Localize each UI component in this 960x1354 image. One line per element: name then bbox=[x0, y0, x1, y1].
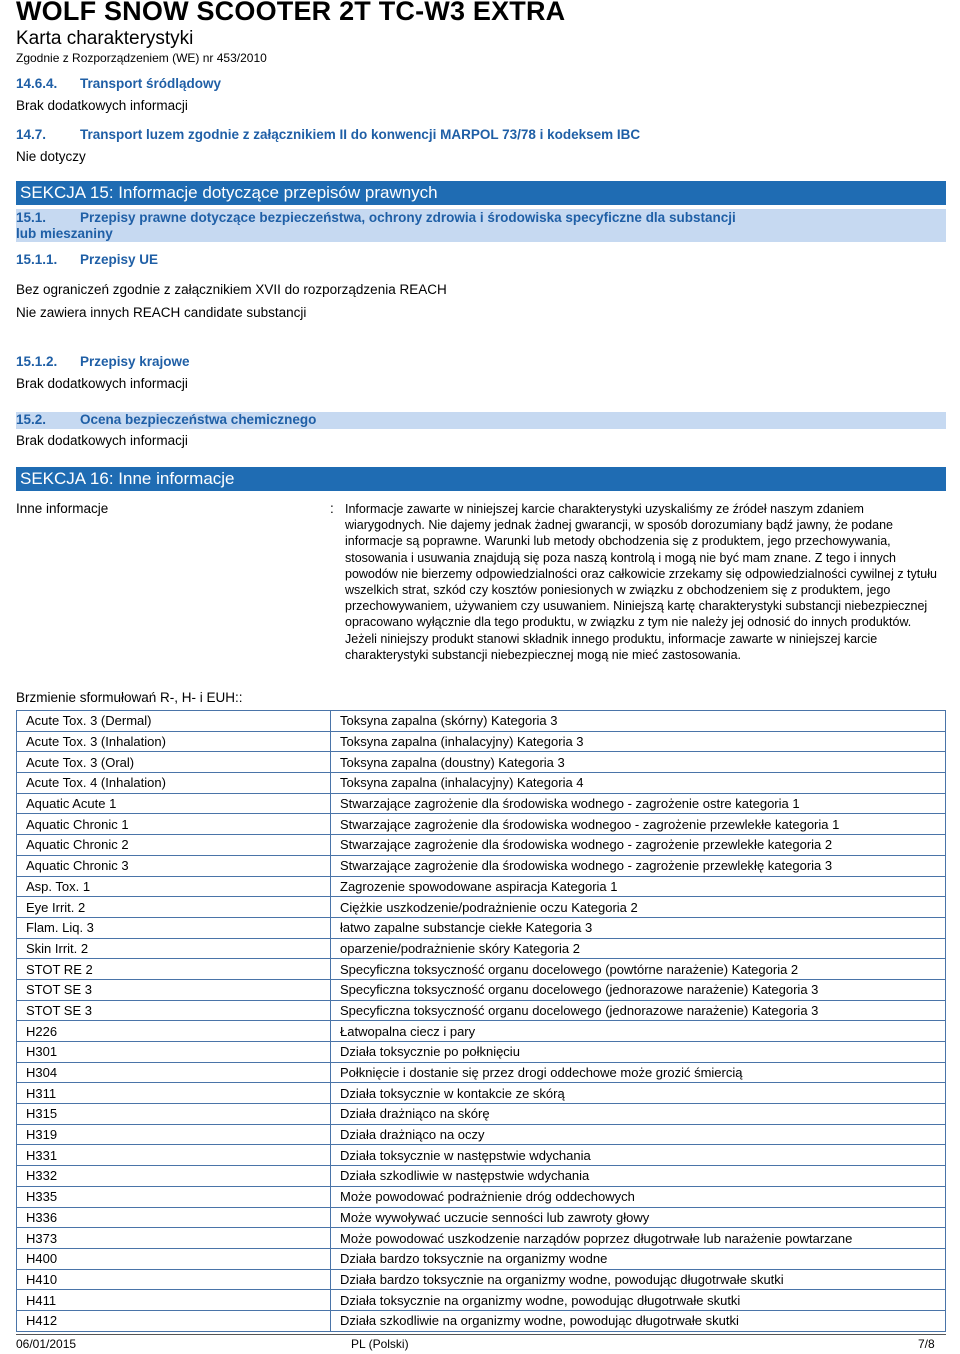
subsection-number: 14.7. bbox=[16, 127, 47, 142]
hazard-description-cell: Łatwopalna ciecz i pary bbox=[331, 1021, 946, 1042]
phrases-label: Brzmienie sformułowań R-, H- i EUH:: bbox=[16, 690, 243, 705]
hazard-description-cell: Działa toksycznie po połknięciu bbox=[331, 1042, 946, 1063]
hazard-code-cell: H410 bbox=[17, 1269, 331, 1290]
hazard-description-cell: Może wywoływać uczucie senności lub zawroty głowy bbox=[331, 1207, 946, 1228]
hazard-code-cell: H411 bbox=[17, 1290, 331, 1311]
regulation-note: Zgodnie z Rozporządzeniem (WE) nr 453/2010 bbox=[16, 51, 267, 65]
subsection-title: Ocena bezpieczeństwa chemicznego bbox=[80, 412, 317, 427]
section-16-heading: SEKCJA 16: Inne informacje bbox=[16, 467, 946, 491]
table-row bbox=[17, 1166, 946, 1187]
hazard-description-cell: Działa szkodliwie w następstwie wdychania bbox=[331, 1166, 946, 1187]
table-row bbox=[17, 876, 946, 897]
footer-page-number: 7/8 bbox=[918, 1337, 935, 1351]
table-row bbox=[17, 1124, 946, 1145]
table-row bbox=[17, 855, 946, 876]
table-row bbox=[17, 1207, 946, 1228]
hazard-code-cell: Aquatic Chronic 3 bbox=[17, 855, 331, 876]
footer-divider bbox=[16, 1334, 946, 1335]
hazard-description-cell: oparzenie/podrażnienie skóry Kategoria 2 bbox=[331, 938, 946, 959]
hazard-code-cell: Acute Tox. 4 (Inhalation) bbox=[17, 773, 331, 794]
hazard-description-cell: Działa bardzo toksycznie na organizmy wodne bbox=[331, 1248, 946, 1269]
subsection-15-1-title-line1 bbox=[16, 209, 946, 226]
hazard-description-cell: Działa szkodliwie na organizmy wodne, powodując długotrwałe skutki bbox=[331, 1310, 946, 1331]
hazard-code-cell: Flam. Liq. 3 bbox=[17, 917, 331, 938]
hazard-code-cell: Skin Irrit. 2 bbox=[17, 938, 331, 959]
subsection-15-2-heading bbox=[16, 412, 946, 429]
table-row bbox=[17, 959, 946, 980]
hazard-description-cell: Stwarzające zagrożenie dla środowiska wodnego - zagrożenie ostre kategoria 1 bbox=[331, 793, 946, 814]
table-row bbox=[17, 1083, 946, 1104]
hazard-code-cell: H301 bbox=[17, 1042, 331, 1063]
subsection-15-1-title-line2: lub mieszaniny bbox=[16, 226, 113, 241]
hazard-code-cell: Aquatic Chronic 2 bbox=[17, 835, 331, 856]
table-row bbox=[17, 731, 946, 752]
table-row bbox=[17, 1104, 946, 1125]
footer-date: 06/01/2015 bbox=[16, 1337, 77, 1351]
hazard-code-cell: H336 bbox=[17, 1207, 331, 1228]
table-row bbox=[17, 897, 946, 918]
hazard-description-cell: Działa toksycznie na organizmy wodne, powodując długotrwałe skutki bbox=[331, 1290, 946, 1311]
subsection-number: 15.1.2. bbox=[16, 354, 58, 369]
table-row bbox=[17, 1145, 946, 1166]
table-row bbox=[17, 1290, 946, 1311]
hazard-code-cell: H332 bbox=[17, 1166, 331, 1187]
footer-language: PL (Polski) bbox=[351, 1337, 409, 1351]
table-row bbox=[17, 1248, 946, 1269]
table-row bbox=[17, 773, 946, 794]
subsection-number: 14.6.4. bbox=[16, 76, 58, 91]
hazard-code-cell: H412 bbox=[17, 1310, 331, 1331]
table-row bbox=[17, 1228, 946, 1249]
hazard-code-cell: Eye Irrit. 2 bbox=[17, 897, 331, 918]
subsection-title: Przepisy krajowe bbox=[80, 354, 190, 369]
document-title: WOLF SNOW SCOOTER 2T TC-W3 EXTRA bbox=[16, 0, 566, 26]
subsection-title: Transport luzem zgodnie z załącznikiem II do konwencji MARPOL 73/78 i kodeksem IBC bbox=[80, 127, 641, 142]
hazard-code-cell: Acute Tox. 3 (Oral) bbox=[17, 752, 331, 773]
table-row bbox=[17, 1042, 946, 1063]
hazard-code-cell: H304 bbox=[17, 1062, 331, 1083]
subsection-15-1-1-heading bbox=[16, 252, 158, 267]
table-row bbox=[17, 752, 946, 773]
table-row bbox=[17, 793, 946, 814]
subsection-14-7-text: Nie dotyczy bbox=[16, 149, 86, 164]
subsection-number: 15.1.1. bbox=[16, 252, 58, 267]
subsection-15-1-1-text-1: Bez ograniczeń zgodnie z załącznikiem XVII do rozporządzenia REACH bbox=[16, 282, 447, 297]
table-row bbox=[17, 1186, 946, 1207]
table-row bbox=[17, 1021, 946, 1042]
hazard-code-cell: Aquatic Acute 1 bbox=[17, 793, 331, 814]
hazard-description-cell: Toksyna zapalna (inhalacyjny) Kategoria 3 bbox=[331, 731, 946, 752]
hazard-description-cell: Toksyna zapalna (inhalacyjny) Kategoria 4 bbox=[331, 773, 946, 794]
hazard-description-cell: Działa bardzo toksycznie na organizmy wodne, powodując długotrwałe skutki bbox=[331, 1269, 946, 1290]
hazard-description-cell: Może powodować podrażnienie dróg oddechowych bbox=[331, 1186, 946, 1207]
hazard-description-cell: Połknięcie i dostanie się przez drogi oddechowe może grozić śmiercią bbox=[331, 1062, 946, 1083]
subsection-14-7-heading bbox=[16, 127, 640, 142]
table-row bbox=[17, 1269, 946, 1290]
hazard-code-cell: STOT RE 2 bbox=[17, 959, 331, 980]
table-row bbox=[17, 938, 946, 959]
hazard-code-cell: H315 bbox=[17, 1104, 331, 1125]
other-info-colon: : bbox=[330, 501, 334, 516]
subsection-15-1-2-heading bbox=[16, 354, 190, 369]
table-row bbox=[17, 979, 946, 1000]
hazard-code-cell: H226 bbox=[17, 1021, 331, 1042]
hazard-description-cell: Może powodować uszkodzenie narządów poprzez długotrwałe lub narażenie powtarzane bbox=[331, 1228, 946, 1249]
hazard-description-cell: Działa toksycznie w kontakcie ze skórą bbox=[331, 1083, 946, 1104]
phrases-table-body bbox=[17, 711, 946, 1332]
hazard-description-cell: Stwarzające zagrożenie dla środowiska wodnego - zagrożenie przewlekłę kategoria 3 bbox=[331, 855, 946, 876]
hazard-code-cell: H373 bbox=[17, 1228, 331, 1249]
hazard-description-cell: Toksyna zapalna (skórny) Kategoria 3 bbox=[331, 711, 946, 732]
hazard-code-cell: Acute Tox. 3 (Dermal) bbox=[17, 711, 331, 732]
hazard-code-cell: H400 bbox=[17, 1248, 331, 1269]
subsection-title: Przepisy UE bbox=[80, 252, 159, 267]
hazard-code-cell: H335 bbox=[17, 1186, 331, 1207]
hazard-code-cell: H319 bbox=[17, 1124, 331, 1145]
hazard-code-cell: Aquatic Chronic 1 bbox=[17, 814, 331, 835]
hazard-description-cell: Stwarzające zagrożenie dla środowiska wodnegoo - zagrożenie przewlekłe kategoria 1 bbox=[331, 814, 946, 835]
hazard-code-cell: STOT SE 3 bbox=[17, 979, 331, 1000]
phrases-table bbox=[16, 710, 946, 1332]
hazard-description-cell: Specyficzna toksyczność organu docelowego (jednorazowe narażenie) Kategoria 3 bbox=[331, 1000, 946, 1021]
hazard-code-cell: H331 bbox=[17, 1145, 331, 1166]
section-15-heading: SEKCJA 15: Informacje dotyczące przepisów prawnych bbox=[16, 181, 946, 205]
subsection-14-6-4-heading bbox=[16, 76, 221, 91]
hazard-description-cell: Ciężkie uszkodzenie/podrażnienie oczu Kategoria 2 bbox=[331, 897, 946, 918]
table-row bbox=[17, 814, 946, 835]
subsection-number: 15.2. bbox=[16, 412, 47, 427]
subsection-title: Transport śródlądowy bbox=[80, 76, 222, 91]
subsection-number: 15.1. bbox=[16, 210, 47, 225]
hazard-description-cell: Specyficzna toksyczność organu docelowego (jednorazowe narażenie) Kategoria 3 bbox=[331, 979, 946, 1000]
hazard-code-cell: H311 bbox=[17, 1083, 331, 1104]
hazard-description-cell: Stwarzające zagrożenie dla środowiska wodnego - zagrożenie przewlekłe kategoria 2 bbox=[331, 835, 946, 856]
hazard-description-cell: Zagrozenie spowodowane aspiracja Kategoria 1 bbox=[331, 876, 946, 897]
subsection-15-1-heading bbox=[16, 209, 946, 242]
hazard-description-cell: Działa drażniąco na skórę bbox=[331, 1104, 946, 1125]
subsection-15-2-text: Brak dodatkowych informacji bbox=[16, 433, 188, 448]
hazard-code-cell: STOT SE 3 bbox=[17, 1000, 331, 1021]
hazard-description-cell: Specyficzna toksyczność organu docelowego (powtórne narażenie) Kategoria 2 bbox=[331, 959, 946, 980]
table-row bbox=[17, 835, 946, 856]
hazard-description-cell: Działa toksycznie w następstwie wdychania bbox=[331, 1145, 946, 1166]
other-info-text: Informacje zawarte w niniejszej karcie charakterystyki uzyskaliśmy ze źródeł naszym zdaniem wiarygodnych. Nie dajemy jednak żadnej gwarancji, w sposób dorozumiany bądź jawny, że podane informacje są poprawne. Warunki lub metody obchodzenia się z produktem, jego przechowywania, stosowania i usuwania znajdują się poza naszą kontrolą i mogą nie być mam znane. Z tego i innych powodów nie bierzemy odpowiedzialności oraz całkowicie zrzekamy się odpowiedzialności cywilnej z tytułu wszelkich strat, szkód czy kosztów poniesionych w związku z obchodzeniem się z produktem, jego przechowywaniem, używaniem czy usuwaniem. Niniejszą kartę charakterystyki substancji niebezpiecznej opracowano wyłącznie dla tego produktu, w związku z tym nie należy jej odnosić do innych produktów. Jeżeli niniejszy produkt stanowi składnik innego produktu, informacje zawarte w niniejszej karcie charakterystyki substancji niebezpiecznej mogą nie mieć zastosowania. bbox=[345, 502, 937, 662]
subsection-14-6-4-text: Brak dodatkowych informacji bbox=[16, 98, 188, 113]
hazard-description-cell: łatwo zapalne substancje ciekłe Kategoria 3 bbox=[331, 917, 946, 938]
document-subtitle: Karta charakterystyki bbox=[16, 28, 194, 49]
hazard-description-cell: Toksyna zapalna (doustny) Kategoria 3 bbox=[331, 752, 946, 773]
hazard-description-cell: Działa drażniąco na oczy bbox=[331, 1124, 946, 1145]
subsection-15-1-2-text: Brak dodatkowych informacji bbox=[16, 376, 188, 391]
table-row bbox=[17, 711, 946, 732]
subsection-15-1-1-text-2: Nie zawiera innych REACH candidate substancji bbox=[16, 305, 307, 320]
table-row bbox=[17, 917, 946, 938]
table-row bbox=[17, 1310, 946, 1331]
table-row bbox=[17, 1000, 946, 1021]
hazard-code-cell: Acute Tox. 3 (Inhalation) bbox=[17, 731, 331, 752]
hazard-code-cell: Asp. Tox. 1 bbox=[17, 876, 331, 897]
table-row bbox=[17, 1062, 946, 1083]
subsection-title: Przepisy prawne dotyczące bezpieczeństwa, ochrony zdrowia i środowiska specyficzne dla substancji bbox=[80, 210, 736, 225]
other-info-label: Inne informacje bbox=[16, 501, 109, 516]
